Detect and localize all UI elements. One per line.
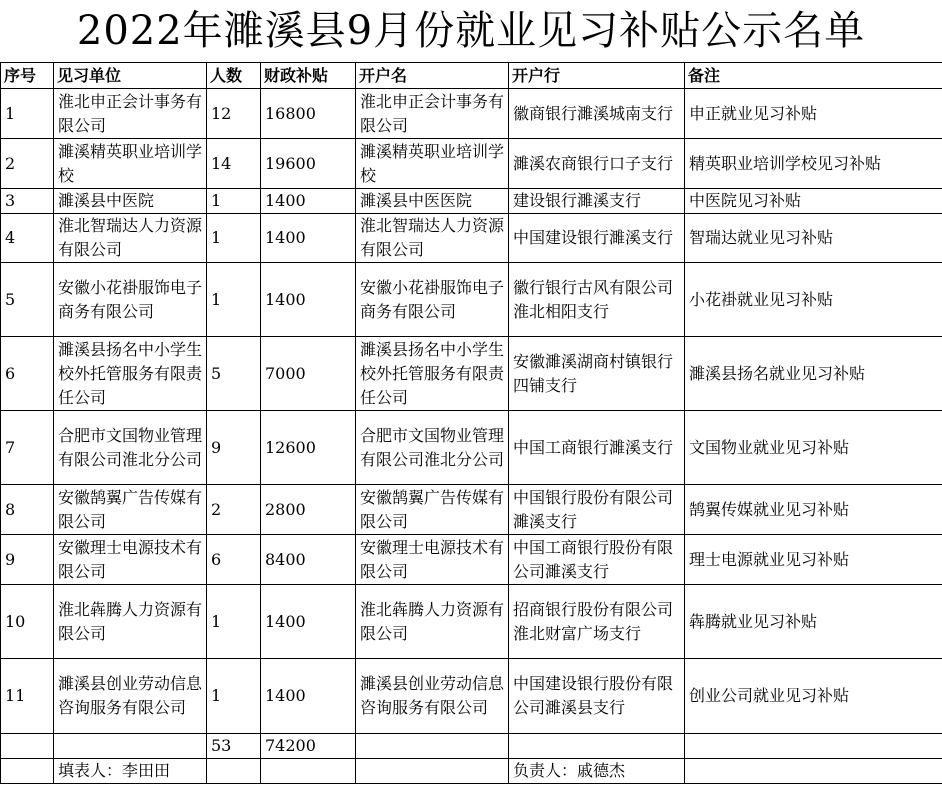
cell-note: 中医院见习补贴 [685,189,942,214]
cell-account-name: 濉溪县中医医院 [356,189,509,214]
header-seq: 序号 [1,63,54,89]
cell-seq: 4 [1,214,54,263]
table-row [1,585,942,659]
cell-subsidy: 1400 [261,263,356,337]
cell-unit: 安徽理士电源技术有限公司 [54,535,207,585]
header-note: 备注 [685,63,942,89]
cell-unit: 濉溪精英职业培训学校 [54,139,207,189]
table-row [1,411,942,485]
cell-count: 9 [207,411,261,485]
cell-count: 1 [207,189,261,214]
table-row [1,485,942,535]
cell-note: 文国物业就业见习补贴 [685,411,942,485]
cell-unit: 淮北智瑞达人力资源有限公司 [54,214,207,263]
cell-subsidy: 1400 [261,189,356,214]
cell-seq: 1 [1,89,54,139]
cell-unit: 濉溪县扬名中小学生校外托管服务有限责任公司 [54,337,207,411]
cell-seq: 11 [1,659,54,734]
cell-bank: 建设银行濉溪支行 [509,189,685,214]
cell-subsidy: 1400 [261,214,356,263]
cell-account-name: 淮北申正会计事务有限公司 [356,89,509,139]
filler-signature: 填表人：李田田 [54,759,207,784]
cell-seq: 3 [1,189,54,214]
cell-account-name: 安徽小花褂服饰电子商务有限公司 [356,263,509,337]
cell-bank: 中国工商银行濉溪支行 [509,411,685,485]
cell-subsidy: 19600 [261,139,356,189]
cell-account-name: 濉溪县扬名中小学生校外托管服务有限责任公司 [356,337,509,411]
cell-note: 理士电源就业见习补贴 [685,535,942,585]
cell-unit: 濉溪县创业劳动信息咨询服务有限公司 [54,659,207,734]
cell-bank: 徽商银行濉溪城南支行 [509,89,685,139]
table-row [1,659,942,734]
cell-seq: 10 [1,585,54,659]
cell-seq: 9 [1,535,54,585]
cell-bank: 濉溪农商银行口子支行 [509,139,685,189]
footer-row [1,759,942,784]
cell-unit: 淮北申正会计事务有限公司 [54,89,207,139]
cell-count: 2 [207,485,261,535]
cell-subsidy: 2800 [261,485,356,535]
table-row [1,139,942,189]
header-unit: 见习单位 [54,63,207,89]
table-row [1,535,942,585]
cell-empty [261,759,356,784]
page-title: 2022年濉溪县9月份就业见习补贴公示名单 [76,8,866,54]
cell-bank: 中国建设银行股份有限公司濉溪县支行 [509,659,685,734]
cell-note: 创业公司就业见习补贴 [685,659,942,734]
total-count: 53 [207,734,261,759]
cell-seq: 6 [1,337,54,411]
table-row [1,263,942,337]
header-bank: 开户行 [509,63,685,89]
table-row [1,189,942,214]
subsidy-table [0,62,942,784]
cell-count: 6 [207,535,261,585]
cell-empty [54,734,207,759]
cell-subsidy: 8400 [261,535,356,585]
cell-seq: 8 [1,485,54,535]
cell-empty [685,759,942,784]
header-count: 人数 [207,63,261,89]
cell-unit: 淮北犇腾人力资源有限公司 [54,585,207,659]
cell-empty [509,734,685,759]
header-subsidy: 财政补贴 [261,63,356,89]
cell-bank: 招商银行股份有限公司淮北财富广场支行 [509,585,685,659]
cell-subsidy: 1400 [261,659,356,734]
responsible-signature: 负责人：戚德杰 [509,759,685,784]
cell-count: 1 [207,585,261,659]
cell-count: 12 [207,89,261,139]
cell-subsidy: 7000 [261,337,356,411]
header-row [1,63,942,89]
cell-count: 1 [207,659,261,734]
cell-note: 智瑞达就业见习补贴 [685,214,942,263]
cell-count: 14 [207,139,261,189]
cell-note: 申正就业见习补贴 [685,89,942,139]
totals-row [1,734,942,759]
cell-account-name: 淮北智瑞达人力资源有限公司 [356,214,509,263]
cell-account-name: 合肥市文国物业管理有限公司淮北分公司 [356,411,509,485]
cell-note: 精英职业培训学校见习补贴 [685,139,942,189]
cell-count: 1 [207,214,261,263]
cell-account-name: 淮北犇腾人力资源有限公司 [356,585,509,659]
cell-unit: 安徽鹄翼广告传媒有限公司 [54,485,207,535]
cell-bank: 徽行银行古风有限公司淮北相阳支行 [509,263,685,337]
cell-note: 小花褂就业见习补贴 [685,263,942,337]
cell-seq: 2 [1,139,54,189]
cell-note: 犇腾就业见习补贴 [685,585,942,659]
cell-bank: 安徽濉溪湖商村镇银行四铺支行 [509,337,685,411]
cell-bank: 中国建设银行濉溪支行 [509,214,685,263]
header-account-name: 开户名 [356,63,509,89]
cell-unit: 合肥市文国物业管理有限公司淮北分公司 [54,411,207,485]
cell-account-name: 安徽理士电源技术有限公司 [356,535,509,585]
cell-account-name: 安徽鹄翼广告传媒有限公司 [356,485,509,535]
cell-unit: 濉溪县中医院 [54,189,207,214]
table-row [1,89,942,139]
cell-empty [1,734,54,759]
cell-empty [685,734,942,759]
cell-subsidy: 1400 [261,585,356,659]
cell-seq: 7 [1,411,54,485]
cell-note: 濉溪县扬名就业见习补贴 [685,337,942,411]
cell-count: 1 [207,263,261,337]
cell-empty [356,759,509,784]
cell-unit: 安徽小花褂服饰电子商务有限公司 [54,263,207,337]
cell-empty [356,734,509,759]
cell-bank: 中国工商银行股份有限公司濉溪支行 [509,535,685,585]
cell-subsidy: 16800 [261,89,356,139]
cell-seq: 5 [1,263,54,337]
cell-empty [1,759,54,784]
cell-account-name: 濉溪精英职业培训学校 [356,139,509,189]
table-row [1,337,942,411]
cell-count: 5 [207,337,261,411]
table-row [1,214,942,263]
cell-bank: 中国银行股份有限公司濉溪支行 [509,485,685,535]
cell-account-name: 濉溪县创业劳动信息咨询服务有限公司 [356,659,509,734]
total-subsidy: 74200 [261,734,356,759]
cell-note: 鹄翼传媒就业见习补贴 [685,485,942,535]
cell-subsidy: 12600 [261,411,356,485]
cell-empty [207,759,261,784]
